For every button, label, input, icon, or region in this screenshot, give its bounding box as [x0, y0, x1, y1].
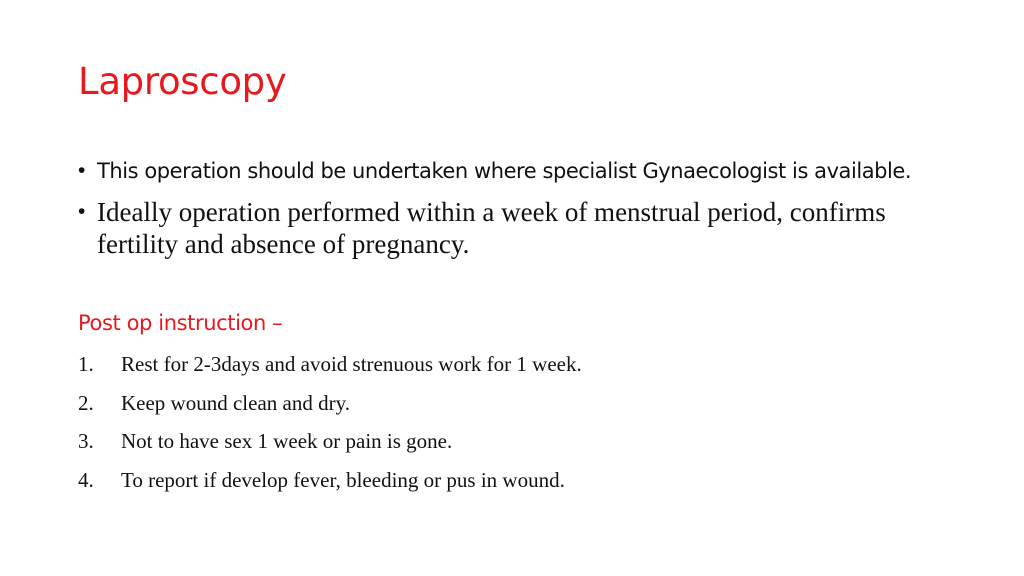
bullet-marker: •: [78, 159, 85, 182]
instruction-text: Not to have sex 1 week or pain is gone.: [121, 429, 453, 453]
instruction-text: Keep wound clean and dry.: [121, 390, 350, 415]
instruction-number: 3.: [78, 429, 94, 453]
instruction-number: 4.: [78, 467, 94, 492]
slide-title: Laproscopy: [78, 60, 287, 103]
post-op-heading: Post op instruction –: [78, 311, 283, 335]
instruction-number: 2.: [78, 390, 94, 415]
bullet-list: [78, 155, 958, 260]
instruction-text: Rest for 2-3days and avoid strenuous work for 1 week.: [121, 352, 582, 376]
bullet-item: [78, 155, 958, 187]
instruction-number: 1.: [78, 352, 94, 376]
instruction-text: To report if develop fever, bleeding or pus in wound.: [121, 467, 565, 492]
bullet-text: Ideally operation performed within a week of menstrual period, confirms fertility and absence of pregnancy.: [97, 197, 886, 259]
bullet-item: [78, 196, 958, 260]
bullet-marker: •: [78, 200, 86, 223]
bullet-text: This operation should be undertaken where specialist Gynaecologist is available.: [97, 159, 912, 183]
